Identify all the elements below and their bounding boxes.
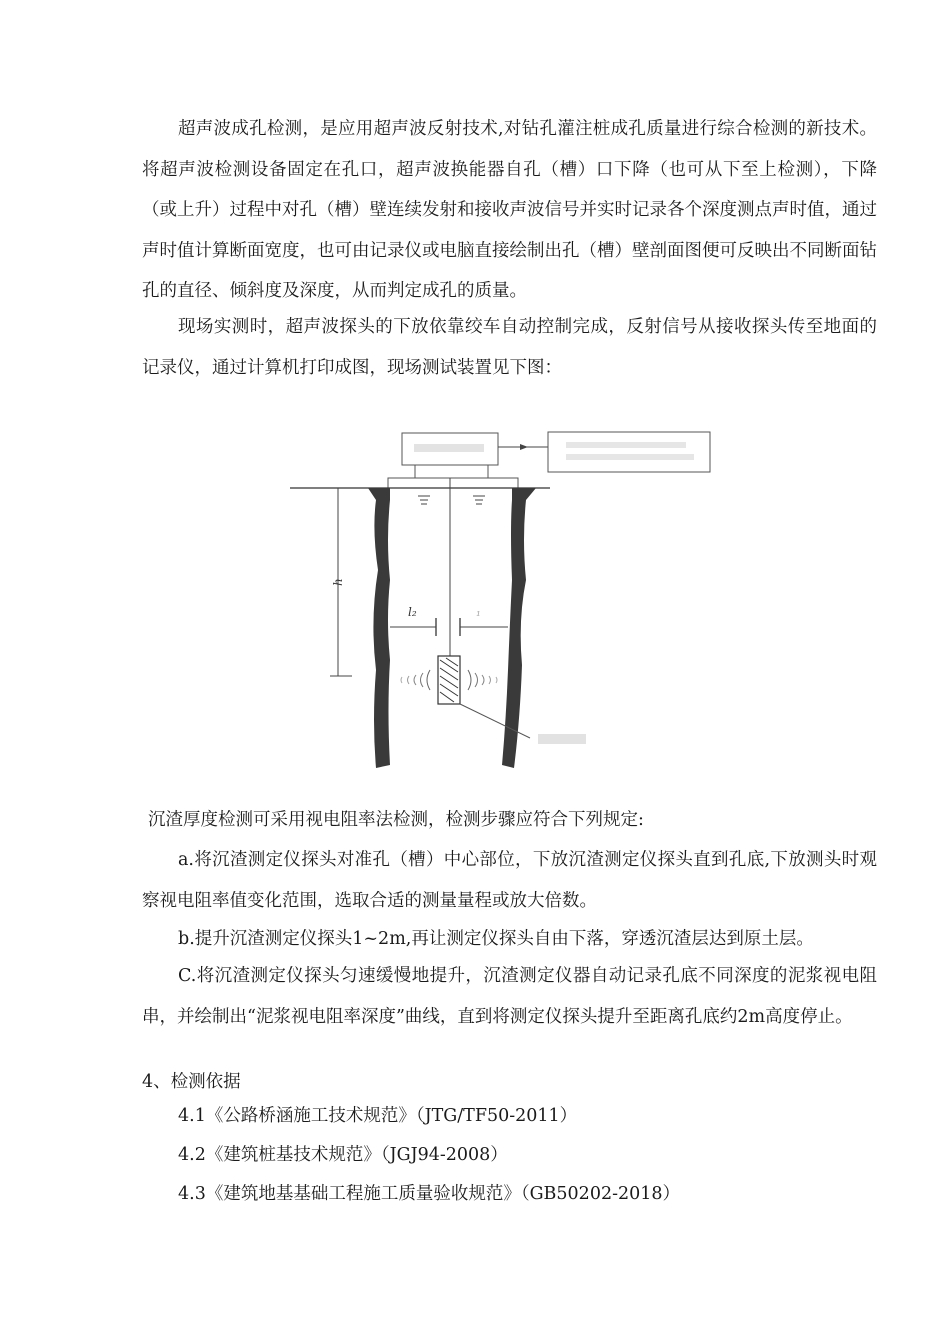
label-l1: ₁ bbox=[476, 605, 481, 619]
sediment-step-a: a.将沉渣测定仪探头对准孔（槽）中心部位，下放沉渣测定仪探头直到孔底,下放测头时观察视电阻率值变化范围，选取合适的测量量程或放大倍数。 bbox=[142, 850, 877, 911]
ultrasonic-test-setup-diagram bbox=[290, 420, 730, 780]
ultrasonic-probe bbox=[438, 656, 460, 704]
intro-paragraph-2: 现场实测时，超声波探头的下放依靠绞车自动控制完成，反射信号从接收探头传至地面的记录仪，通过计算机打印成图，现场测试装置见下图： bbox=[142, 317, 877, 378]
sound-wave-left-4 bbox=[408, 676, 410, 684]
borehole-wall-left bbox=[368, 488, 390, 768]
recorder-box-faded-text bbox=[414, 444, 484, 452]
basis-item-3: 4.3《建筑地基基础工程施工质量验收规范》（GB50202-2018） bbox=[178, 1184, 681, 1204]
sound-wave-right-2 bbox=[475, 673, 478, 687]
computer-box-faded-line-2 bbox=[566, 454, 694, 460]
basis-item-2: 4.2《建筑桩基技术规范》（JGJ94-2008） bbox=[178, 1145, 508, 1165]
sound-wave-right-3 bbox=[482, 675, 484, 685]
diagram-svg bbox=[290, 420, 730, 780]
computer-box bbox=[548, 432, 710, 472]
sound-wave-right-1 bbox=[468, 670, 471, 690]
depth-label-h: h bbox=[331, 578, 345, 586]
basis-item-1: 4.1《公路桥涵施工技术规范》（JTG/TF50-2011） bbox=[178, 1106, 578, 1126]
borehole-wall-right bbox=[502, 488, 536, 768]
sound-wave-left-3 bbox=[414, 675, 416, 685]
sound-wave-right-5 bbox=[496, 677, 497, 683]
sound-wave-right-4 bbox=[489, 676, 491, 684]
mounting-frame bbox=[388, 478, 518, 488]
sediment-step-b: b.提升沉渣测定仪探头1~2m,再让测定仪探头自由下落，穿透沉渣层达到原土层。 bbox=[178, 929, 814, 949]
label-l2: l₂ bbox=[408, 605, 417, 619]
probe-faded-label bbox=[538, 734, 586, 744]
sound-wave-left-5 bbox=[401, 677, 402, 683]
sound-wave-left-2 bbox=[421, 673, 424, 687]
intro-paragraph-1: 超声波成孔检测，是应用超声波反射技术,对钻孔灌注桩成孔质量进行综合检测的新技术。将超声波检测设备固定在孔口，超声波换能器自孔（槽）口下降（也可从下至上检测），下降（或上升）过程中对孔（槽）壁连续发射和接收声波信号并实时记录各个深度测点声时值，通过声时值计算断面宽度，也可由记录仪或电脑直接绘制出孔（槽）壁剖面图便可反映出不同断面钻孔的直径、倾斜度及深度，从而判定成孔的质量。 bbox=[142, 119, 877, 301]
arrow-head bbox=[520, 444, 528, 450]
sediment-step-c: C.将沉渣测定仪探头匀速缓慢地提升，沉渣测定仪器自动记录孔底不同深度的泥浆视电阻串，并绘制出“泥浆视电阻率深度”曲线，直到将测定仪探头提升至距离孔底约2m高度停止。 bbox=[142, 966, 877, 1027]
computer-box-faded-line-1 bbox=[566, 442, 686, 448]
basis-heading: 4、检测依据 bbox=[142, 1072, 241, 1092]
sound-wave-left-1 bbox=[427, 670, 430, 690]
sediment-intro: 沉渣厚度检测可采用视电阻率法检测，检测步骤应符合下列规定: bbox=[148, 810, 644, 830]
